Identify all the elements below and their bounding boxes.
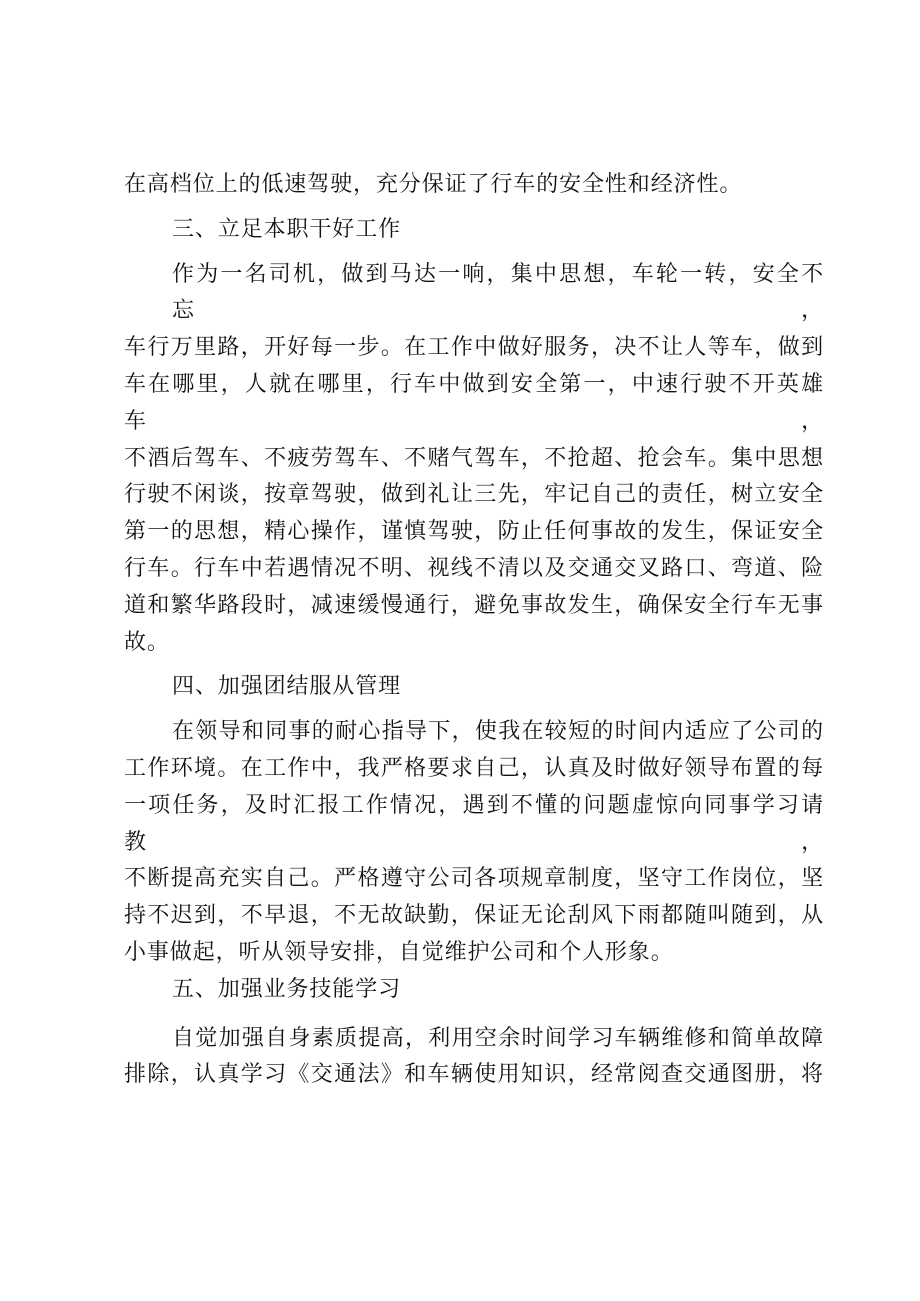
paragraph-line: 排除，认真学习《交通法》和车辆使用知识，经常阅查交通图册，将 (124, 1062, 824, 1088)
paragraph-line: 作为一名司机，做到马达一响，集中思想，车轮一转，安全不忘， (172, 261, 824, 324)
paragraph-line: 第一的思想，精心操作，谨慎驾驶，防止任何事故的发生，保证安全 (124, 519, 824, 545)
paragraph-line: 故。 (124, 629, 170, 655)
paragraph-line: 车行万里路，开好每一步。在工作中做好服务，决不让人等车，做到 (124, 335, 824, 361)
paragraph-section-5 (124, 1021, 824, 1095)
paragraph-line: 不断提高充实自己。严格遵守公司各项规章制度，坚守工作岗位，坚 (124, 866, 824, 892)
paragraph-section-4 (124, 714, 824, 972)
paragraph-line: 道和繁华路段时，减速缓慢通行，避免事故发生，确保安全行车无事 (124, 592, 824, 618)
paragraph-section-3 (124, 257, 824, 662)
paragraph-line: 持不迟到，不早退，不无故缺勤，保证无论刮风下雨都随叫随到，从 (124, 903, 824, 929)
paragraph-line: 行车。行车中若遇情况不明、视线不清以及交通交叉路口、弯道、险 (124, 555, 824, 581)
paragraph-line: 小事做起，听从领导安排，自觉维护公司和个人形象。 (124, 939, 674, 965)
paragraph-line: 不酒后驾车、不疲劳驾车、不赌气驾车，不抢超、抢会车。集中思想 (124, 445, 824, 471)
section-heading-3: 三、立足本职干好工作 (172, 216, 402, 242)
section-heading-4: 四、加强团结服从管理 (172, 674, 402, 700)
paragraph-line: 行驶不闲谈，按章驾驶，做到礼让三先，牢记自己的责任，树立安全 (124, 482, 824, 508)
paragraph-line: 在领导和同事的耐心指导下，使我在较短的时间内适应了公司的 (172, 719, 824, 745)
paragraph-line: 一项任务，及时汇报工作情况，遇到不懂的问题虚惊向同事学习请教， (124, 792, 824, 855)
document-body (124, 167, 824, 1094)
paragraph-line: 工作环境。在工作中，我严格要求自己，认真及时做好领导布置的每 (124, 755, 824, 781)
paragraph-line: 车在哪里，人就在哪里，行车中做到安全第一，中速行驶不开英雄车， (124, 371, 824, 434)
paragraph-line: 在高档位上的低速驾驶，充分保证了行车的安全性和经济性。 (124, 172, 743, 197)
section-heading-5: 五、加强业务技能学习 (172, 976, 402, 1002)
paragraph-line: 自觉加强自身素质提高，利用空余时间学习车辆维修和简单故障 (172, 1025, 824, 1051)
